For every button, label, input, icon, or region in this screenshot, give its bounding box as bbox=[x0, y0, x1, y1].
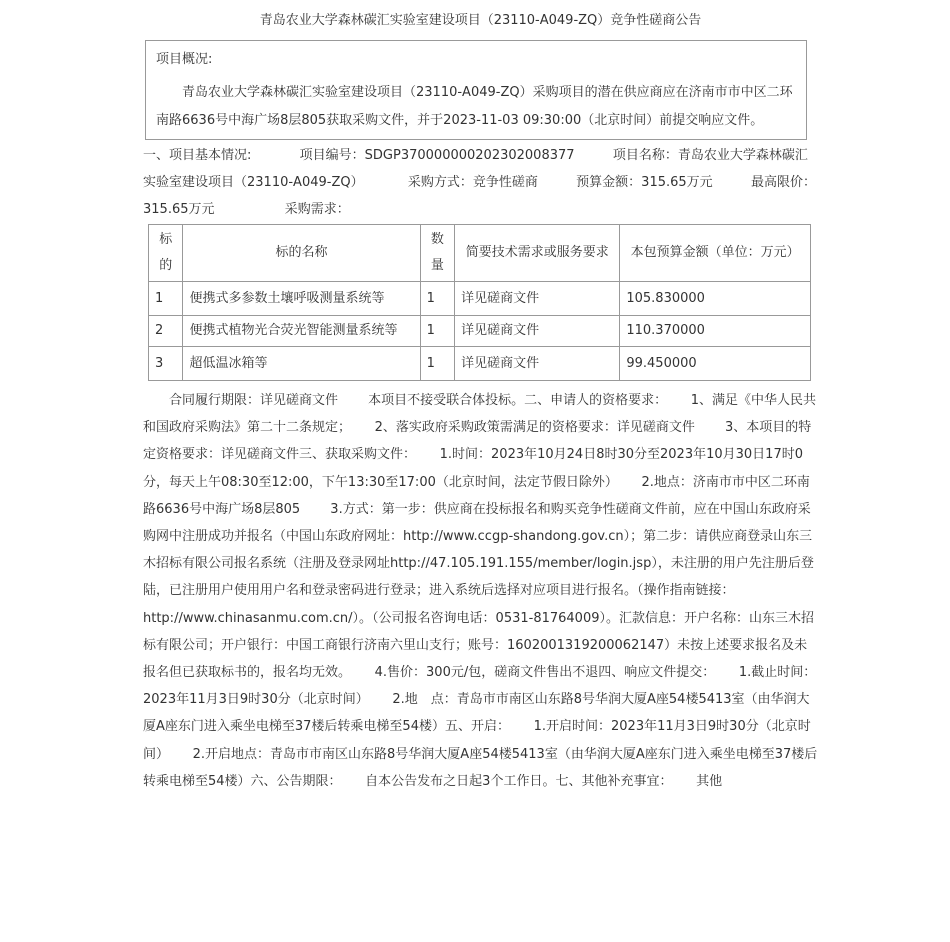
table-cell: 99.450000 bbox=[620, 347, 811, 381]
table-cell: 详见磋商文件 bbox=[455, 282, 620, 316]
header-cell: 标的名称 bbox=[183, 225, 420, 282]
table-cell: 详见磋商文件 bbox=[455, 347, 620, 381]
max-price: 最高限价：315.65万元 bbox=[143, 175, 816, 217]
table-cell: 2 bbox=[149, 316, 183, 347]
page-title: 青岛农业大学森林碳汇实验室建设项目（23110-A049-ZQ）竞争性磋商公告 bbox=[259, 13, 702, 28]
procurement-demand: 采购需求： bbox=[284, 202, 350, 217]
table-row bbox=[149, 347, 811, 381]
announcement-body: 合同履行期限：详见磋商文件 本项目不接受联合体投标。二、申请人的资格要求： 1、满足《中华人民共和国政府采购法》第二十二条规定； 2、落实政府采购政策需满足的资格要求：详见磋商文件 3、本项目的特定资格要求：详见磋商文件三、获取采购文件： 1.时间：2023年10月24日8时30分至2023年10月30日17时0分，每天上午08:30至12:00，下午13:30至17:00（北京时间，法定节假日除外） 2.地点：济南市市中区二环南路6636号中海广场8层805 3.方式：第一步：供应商在投标报名和购买竞争性磋商文件前，应在中国山东政府采购网中注册成功并报名（中国山东政府网址：http://www.ccgp-shandong.gov.cn）；第二步：请供应商登录山东三木招标有限公司报名系统（注册及登录网址http://47.105.191.155/member/login.jsp），未注册的用户先注册后登陆，已注册用户使用用户名和登录密码进行登录；进入系统后选择对应项目进行报名。（操作指南链接：http://www.chinasanmu.com.cn/）。（公司报名咨询电话：0531-81764009）。汇款信息：开户名称：山东三木招标有限公司；开户银行：中国工商银行济南六里山支行；账号：1602001319200062147）未按上述要求报名及未报名但已获取标书的，报名均无效。 4.售价：300元/包，磋商文件售出不退四、响应文件提交： 1.截止时间：2023年11月3日9时30分（北京时间） 2.地 点：青岛市市南区山东路8号华润大厦A座54楼5413室（由华润大厦A座东门进入乘坐电梯至37楼后转乘电梯至54楼）五、开启： 1.开启时间：2023年11月3日9时30分（北京时间） 2.开启地点：青岛市市南区山东路8号华润大厦A座54楼5413室（由华润大厦A座东门进入乘坐电梯至37楼后转乘电梯至54楼）六、公告期限： 自本公告发布之日起3个工作日。七、其他补充事宜： 其他 bbox=[143, 393, 818, 789]
basic-info bbox=[143, 142, 818, 223]
table-cell: 1 bbox=[420, 282, 454, 316]
project-number: 项目编号：SDGP370000000202302008377 bbox=[299, 148, 575, 163]
table-cell: 110.370000 bbox=[620, 316, 811, 347]
project-overview-box bbox=[145, 40, 807, 140]
table-row bbox=[149, 282, 811, 316]
budget-amount: 预算金额：315.65万元 bbox=[576, 175, 713, 190]
header-cell: 标的 bbox=[149, 225, 183, 282]
procurement-method: 采购方式：竞争性磋商 bbox=[407, 175, 538, 190]
table-cell: 便携式多参数土壤呼吸测量系统等 bbox=[183, 282, 420, 316]
overview-label: 项目概况: bbox=[156, 52, 213, 67]
table-cell: 便携式植物光合荧光智能测量系统等 bbox=[183, 316, 420, 347]
table-cell: 超低温冰箱等 bbox=[183, 347, 420, 381]
table-cell: 105.830000 bbox=[620, 282, 811, 316]
table-header-row bbox=[149, 225, 811, 282]
header-cell: 简要技术需求或服务要求 bbox=[455, 225, 620, 282]
table-cell: 1 bbox=[420, 347, 454, 381]
table-cell: 1 bbox=[149, 282, 183, 316]
basic-heading: 一、项目基本情况: bbox=[143, 148, 252, 163]
table-cell: 1 bbox=[420, 316, 454, 347]
overview-text: 青岛农业大学森林碳汇实验室建设项目（23110-A049-ZQ）采购项目的潜在供应商应在济南市市中区二环南路6636号中海广场8层805获取采购文件，并于2023-11-03 09:30:00（北京时间）前提交响应文件。 bbox=[156, 85, 793, 128]
announcement-page bbox=[143, 0, 818, 795]
table-cell: 3 bbox=[149, 347, 183, 381]
header-cell: 本包预算金额（单位：万元） bbox=[620, 225, 811, 282]
project-name: 项目名称：青岛农业大学森林碳汇实验室建设项目（23110-A049-ZQ） bbox=[143, 148, 808, 190]
table-cell: 详见磋商文件 bbox=[455, 316, 620, 347]
items-table bbox=[148, 224, 811, 381]
header-cell: 数量 bbox=[420, 225, 454, 282]
table-row bbox=[149, 316, 811, 347]
